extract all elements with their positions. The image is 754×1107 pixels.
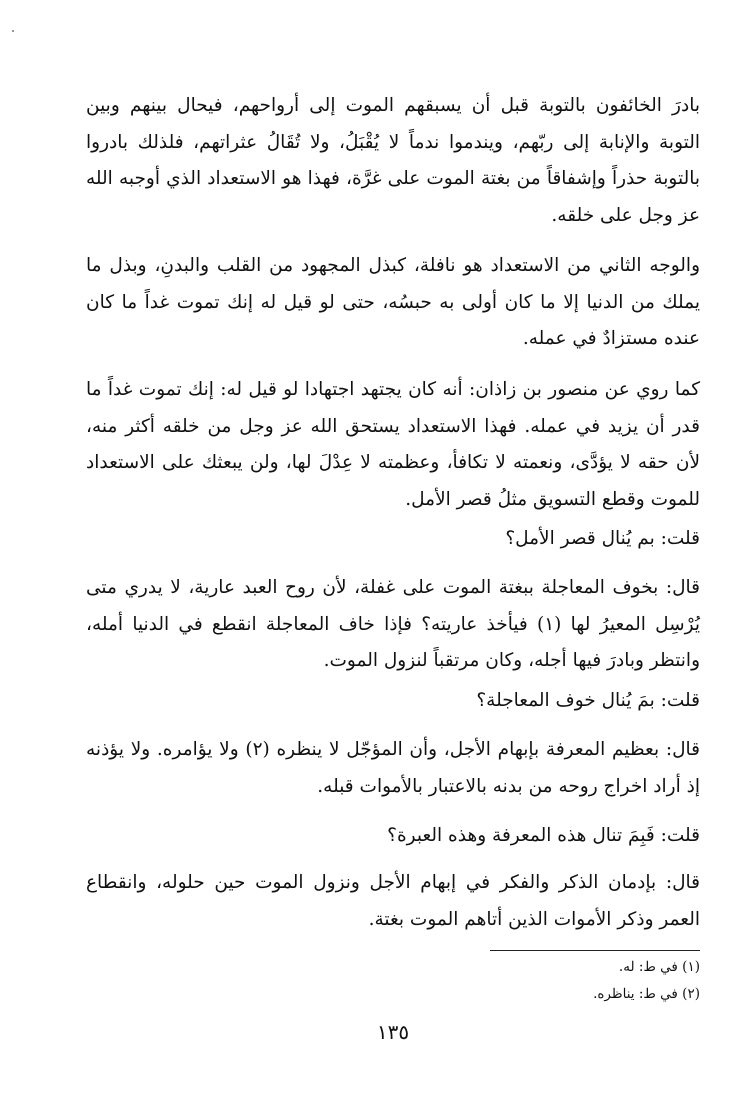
page-number: ١٣٥ xyxy=(376,1020,410,1044)
paragraph-1: بادرَ الخائفون بالتوبة قبل أن يسبقهم الموت إلى أرواحهم، فيحال بينهم وبين التوبة والإنابة إلى ربّهم، ويندموا ندماً لا يُقْبَلُ، ولا تُقَالُ عثراتهم، فلذلك بادروا بالتوبة حذراً وإشفاقاً من بغتة الموت على غرَّة، فهذا هو الاستعداد الذي أوجبه الله عز وجل على خلقه. xyxy=(86,95,700,226)
paragraph-answer-1: قال: بخوف المعاجلة ببغتة الموت على غفلة، لأن روح العبد عارية، لا يدري متى يُرْسِل المعيرُ لها (١) فيأخذ عاريته؟ فإذا خاف المعاجلة انقطع في الدنيا أمله، وانتظر وبادرَ فيها أجله، وكان مرتقباً لنزول الموت. xyxy=(86,577,700,671)
footnote-divider xyxy=(490,950,700,951)
paragraph-question-2: قلت: بمَ يُنال خوف المعاجلة؟ xyxy=(476,690,700,711)
page-corner-mark xyxy=(12,30,14,32)
paragraph-question-1: قلت: بم يُنال قصر الأمل؟ xyxy=(505,528,700,549)
paragraph-question-3: قلت: فَبِمَ تنال هذه المعرفة وهذه العبرة؟ xyxy=(387,825,700,846)
paragraph-answer-2: قال: بعظيم المعرفة بإبهام الأجل، وأن المؤجّل لا ينظره (٢) ولا يؤامره. ولا يؤذنه إذ أراد اخراج روحه من بدنه بالاعتبار بالأموات قبله. xyxy=(86,739,700,797)
footnote-1: (١) في ط: له. xyxy=(618,959,700,975)
paragraph-3: كما روي عن منصور بن زاذان: أنه كان يجتهد اجتهادا لو قيل له: إنك تموت غداً ما قدر أن يزيد في عمله. فهذا الاستعداد يستحق الله عز وجل من خلقه أكثر منه، لأن حقه لا يؤدَّى، ونعمته لا تكافأ، وعظمته لا عِدْلَ لها، ولن يبعثك على الاستعداد للموت وقطع التسويق مثلُ قصر الأمل. xyxy=(86,379,700,510)
document-page xyxy=(86,88,700,1048)
paragraph-2: والوجه الثاني من الاستعداد هو نافلة، كبذل المجهود من القلب والبدنِ، وبذل ما يملك من الدنيا إلا ما كان أولى به حبسُه، حتى لو قيل له إنك تموت غداً ما كان عنده مستزادٌ في عمله. xyxy=(86,255,700,349)
paragraph-answer-3: قال: بإدمان الذكر والفكر في إبهام الأجل ونزول الموت حين حلوله، وانقطاع العمر وذكر الأموات الذين أتاهم الموت بغتة. xyxy=(86,872,700,930)
footnote-2: (٢) في ط: يناظره. xyxy=(593,986,700,1002)
